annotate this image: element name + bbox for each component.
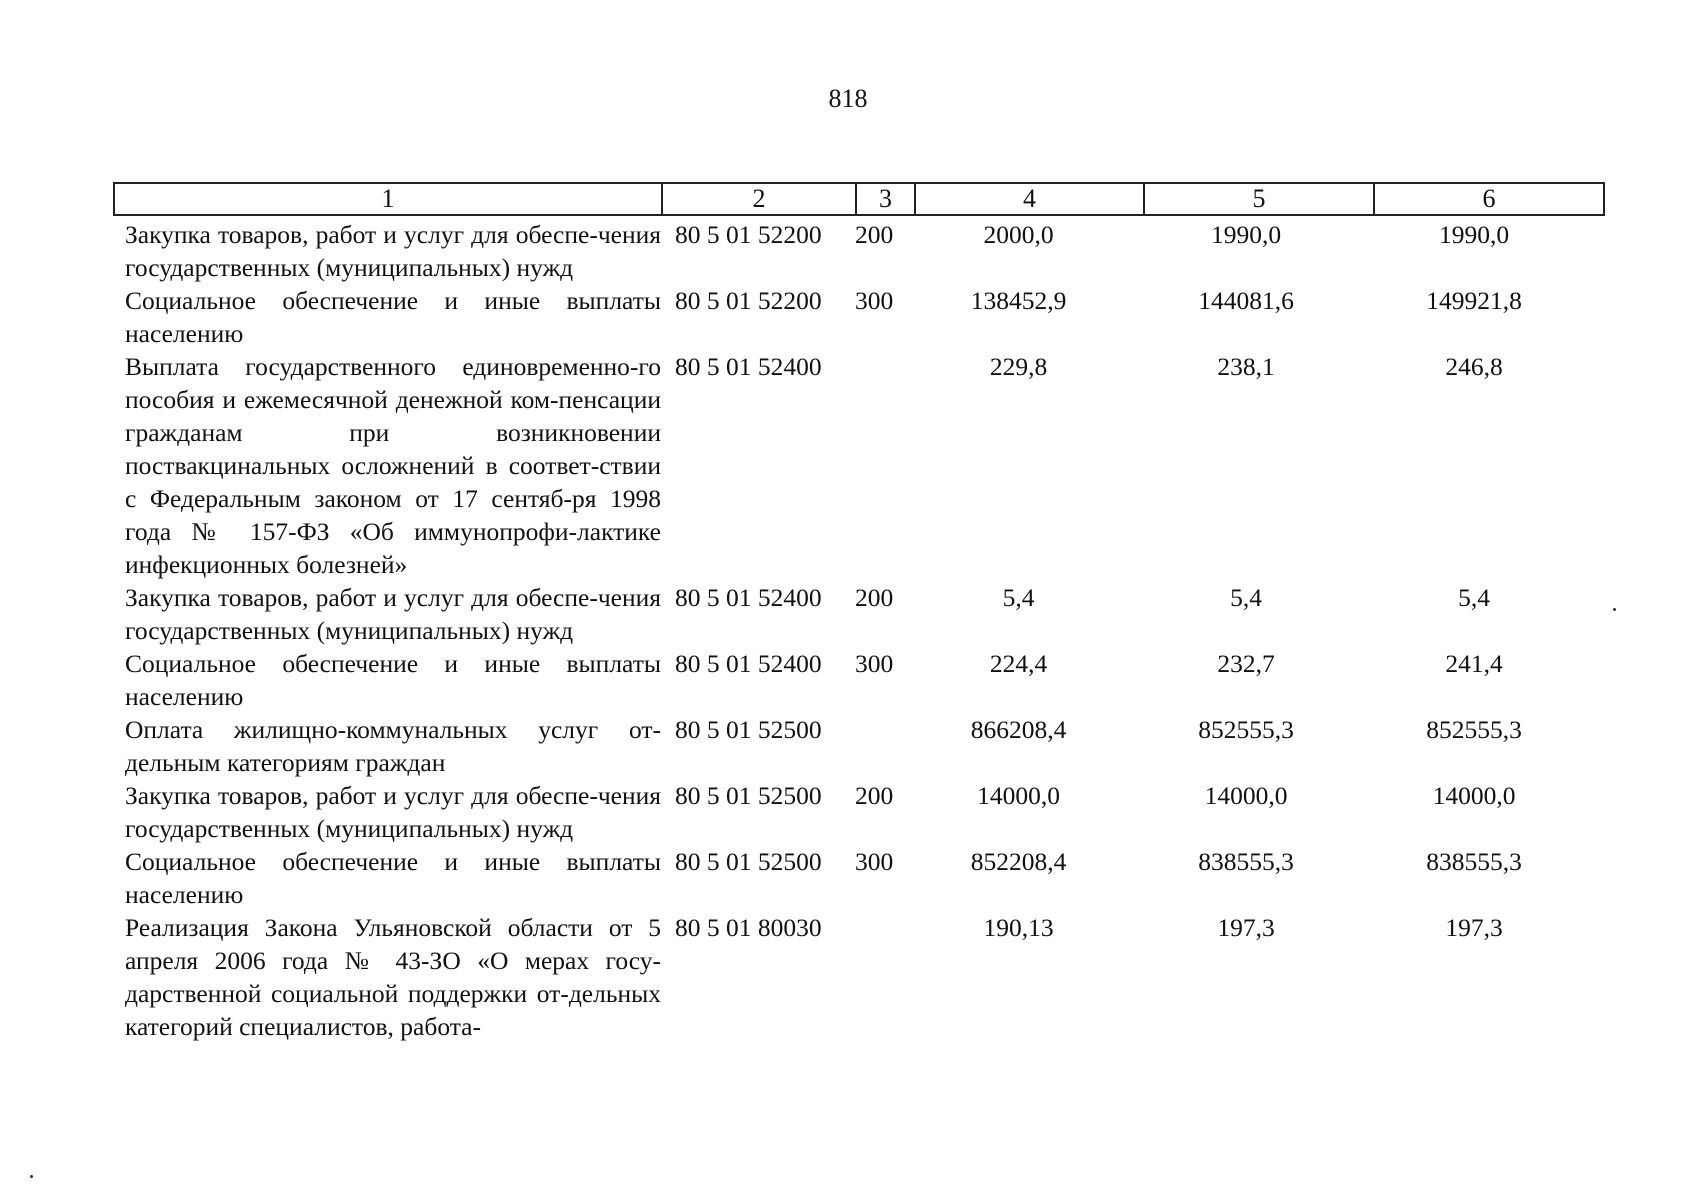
row-value-4: 866208,4 — [970, 715, 1067, 744]
row-code: 80 5 01 52400 — [675, 649, 822, 678]
row-type: 300 — [855, 649, 894, 678]
row-value-5: 852555,3 — [1198, 715, 1294, 744]
row-value-5: 232,7 — [1217, 649, 1275, 678]
row-value-5: 238,1 — [1217, 352, 1275, 381]
row-name: Выплата государственного единовременно-го пособия и ежемесячной денежной ком-пенсации гражданам при возникновении поствакцинальных осложнений в соответ-ствии с Федеральным законом от 17 сентяб-ря 1998 года № 157-ФЗ «Об иммунопрофи-лактике инфекционных болезней» — [125, 352, 661, 579]
row-value-4: 229,8 — [989, 352, 1048, 381]
page-number: 818 — [828, 84, 868, 113]
row-value-6: 149921,8 — [1426, 286, 1522, 315]
row-value-5: 5,4 — [1230, 583, 1262, 612]
column-header-5: 5 — [1144, 183, 1374, 215]
row-name: Закупка товаров, работ и услуг для обеспе-чения государственных (муниципальных) нужд — [125, 781, 661, 843]
table-header-row — [114, 183, 1604, 215]
row-value-5: 838555,3 — [1198, 847, 1294, 876]
table-row — [113, 713, 1591, 779]
row-value-6: 14000,0 — [1432, 781, 1516, 810]
row-value-4: 138452,9 — [970, 286, 1067, 315]
row-code: 80 5 01 52200 — [675, 286, 822, 315]
row-value-5: 14000,0 — [1204, 781, 1288, 810]
table-body — [113, 218, 1591, 1043]
column-header-4: 4 — [915, 183, 1144, 215]
row-name: Социальное обеспечение и иные выплаты населению — [125, 286, 661, 348]
table-header — [113, 182, 1605, 216]
table-row — [113, 284, 1591, 350]
row-value-5: 197,3 — [1217, 913, 1275, 942]
row-type: 300 — [855, 847, 894, 876]
column-header-2: 2 — [662, 183, 856, 215]
table-row — [113, 845, 1591, 911]
row-value-4: 2000,0 — [983, 220, 1054, 249]
row-value-5: 1990,0 — [1210, 220, 1282, 249]
row-type: 200 — [855, 220, 894, 249]
row-value-4: 190,13 — [983, 913, 1054, 942]
row-code: 80 5 01 52200 — [675, 220, 822, 249]
table-row — [113, 350, 1591, 581]
row-type — [855, 911, 905, 1043]
row-name: Социальное обеспечение и иные выплаты населению — [125, 847, 661, 909]
row-value-6: 852555,3 — [1426, 715, 1522, 744]
row-code: 80 5 01 52400 — [675, 352, 822, 381]
row-value-6: 5,4 — [1458, 583, 1490, 612]
table-row — [113, 779, 1591, 845]
row-code: 80 5 01 52500 — [675, 847, 822, 876]
row-type — [855, 713, 905, 779]
row-name: Закупка товаров, работ и услуг для обеспе-чения государственных (муниципальных) нужд — [125, 220, 661, 282]
row-value-6: 1990,0 — [1438, 220, 1510, 249]
table-row — [113, 218, 1591, 284]
row-name: Оплата жилищно-коммунальных услуг от-дельным категориям граждан — [125, 715, 661, 777]
row-value-5: 144081,6 — [1198, 286, 1294, 315]
row-name: Закупка товаров, работ и услуг для обеспе-чения государственных (муниципальных) нужд — [125, 583, 661, 645]
row-value-4: 224,4 — [989, 649, 1048, 678]
row-value-4: 14000,0 — [977, 781, 1060, 810]
scan-speck — [1613, 608, 1616, 611]
row-code: 80 5 01 52500 — [675, 715, 822, 744]
row-type — [855, 350, 905, 581]
row-code: 80 5 01 52500 — [675, 781, 822, 810]
row-name: Социальное обеспечение и иные выплаты населению — [125, 649, 661, 711]
table-row — [113, 647, 1591, 713]
table-row — [113, 911, 1591, 1043]
row-value-4: 852208,4 — [970, 847, 1067, 876]
column-header-3: 3 — [856, 183, 915, 215]
row-value-6: 197,3 — [1445, 913, 1503, 942]
row-code: 80 5 01 80030 — [675, 913, 822, 942]
row-value-6: 838555,3 — [1426, 847, 1522, 876]
table-row — [113, 581, 1591, 647]
row-value-4: 5,4 — [1002, 583, 1035, 612]
row-value-6: 241,4 — [1445, 649, 1503, 678]
row-code: 80 5 01 52400 — [675, 583, 822, 612]
row-type: 200 — [855, 583, 894, 612]
row-type: 200 — [855, 781, 894, 810]
row-name: Реализация Закона Ульяновской области от 5 апреля 2006 года № 43-ЗО «О мерах госу-дарственной социальной поддержки от-дельных категорий специалистов, работа- — [125, 913, 661, 1041]
row-value-6: 246,8 — [1445, 352, 1503, 381]
column-header-6: 6 — [1374, 183, 1604, 215]
row-type: 300 — [855, 286, 894, 315]
column-header-1: 1 — [114, 183, 662, 215]
scan-speck — [30, 1175, 33, 1178]
